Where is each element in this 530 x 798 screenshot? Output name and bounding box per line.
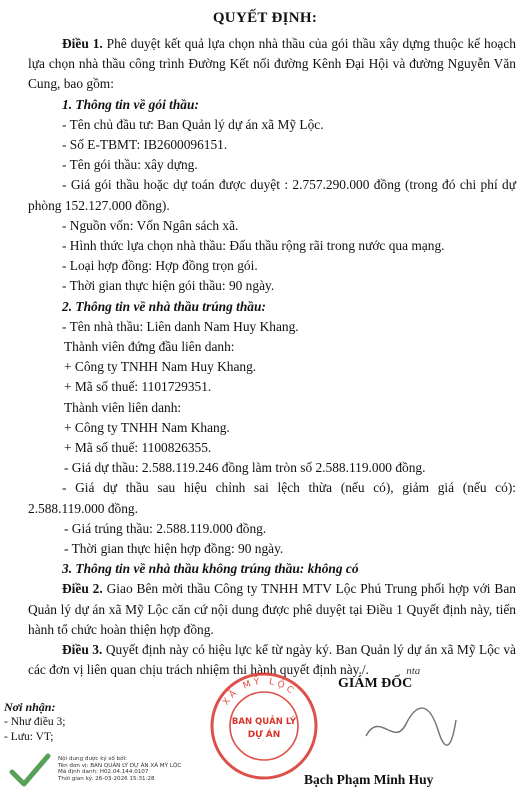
lead-member-tax: + Mã số thuế: 1101729351.	[64, 379, 212, 395]
article-1	[28, 34, 516, 95]
article-1-label: Điều 1.	[62, 36, 103, 51]
section-1-item: - Số E-TBMT: IB2600096151.	[62, 137, 228, 153]
document-body	[28, 34, 516, 682]
recipient-item: - Như điều 3;	[4, 716, 66, 728]
verify-line: Thời gian ký: 26-03-2026 15:31:28	[58, 775, 155, 782]
section-1-item: - Loại hợp đồng: Hợp đồng trọn gói.	[62, 258, 258, 274]
winning-price: - Giá trúng thầu: 2.588.119.000 đồng.	[64, 520, 267, 536]
contract-duration: - Thời gian thực hiện hợp đồng: 90 ngày.	[64, 541, 284, 557]
handwritten-initial: nta	[406, 665, 421, 678]
handwritten-signature	[360, 690, 460, 760]
article-3-text: Quyết định này có hiệu lực kể từ ngày ký. Ban Quản lý dự án xã Mỹ Lộc và các đơn vị liên quan chịu trách nhiệm thi hành quyết định này./.	[28, 642, 516, 678]
section-1-item: - Hình thức lựa chọn nhà thầu: Đấu thầu rộng rãi trong nước qua mạng.	[62, 238, 445, 254]
signer-name: Bạch Phạm Minh Huy	[304, 772, 434, 787]
lead-member-label: Thành viên đứng đầu liên danh:	[64, 339, 235, 355]
member-tax: + Mã số thuế: 1100826355.	[64, 440, 212, 456]
verify-line: Nội dung được ký số bởi:	[58, 756, 127, 762]
recipients-block	[4, 700, 66, 745]
official-stamp	[208, 670, 320, 782]
adjusted-bid-price: - Giá dự thầu sau hiệu chỉnh sai lệch thừa (nếu có), giảm giá (nếu có): 2.588.119.000 đồng.	[28, 480, 516, 516]
section-1-item: - Tên chủ đầu tư: Ban Quản lý dự án xã Mỹ Lộc.	[62, 116, 324, 132]
member-label: Thành viên liên danh:	[64, 399, 182, 415]
section-1-item: - Giá gói thầu hoặc dự toán được duyệt : 2.757.290.000 đồng (trong đó chi phí dự phòng 152.127.000 đồng).	[28, 177, 516, 213]
lead-member-company: + Công ty TNHH Nam Huy Khang.	[64, 359, 257, 375]
section-3-heading: 3. Thông tin về nhà thầu không trúng thầu: không có	[62, 561, 359, 577]
section-1-item: - Thời gian thực hiện gói thầu: 90 ngày.	[62, 278, 275, 294]
verify-line: Mã định danh: H02.04.144.0107	[58, 769, 149, 776]
article-3-label: Điều 3.	[62, 642, 103, 658]
section-1-item: - Nguồn vốn: Vốn Ngân sách xã.	[62, 217, 239, 233]
digital-signature-info	[58, 756, 181, 782]
stamp-center-text: DỰ ÁN	[247, 730, 281, 740]
section-1-heading: 1. Thông tin về gói thầu:	[62, 96, 199, 112]
article-1-text: Phê duyệt kết quả lựa chọn nhà thầu của gói thầu xây dựng thuộc kế hoạch lựa chọn nhà thầu công trình Đường Kết nối đường Kênh Đại Hội và đường Nguyễn Văn Cung, bao gồm:	[28, 36, 516, 92]
article-2-label: Điều 2.	[62, 581, 103, 597]
member-company: + Công ty TNHH Nam Khang.	[64, 419, 230, 435]
bid-price: - Giá dự thầu: 2.588.119.246 đồng làm tròn số 2.588.119.000 đồng.	[64, 460, 426, 476]
article-2	[28, 579, 516, 640]
stamp-center-text: BAN QUẢN LÝ	[231, 717, 297, 727]
document-title: QUYẾT ĐỊNH:	[212, 10, 318, 26]
verify-line: Tên đơn vị: BAN QUẢN LÝ DỰ ÁN XÃ MỸ LỘC	[58, 762, 182, 769]
verified-check-icon	[8, 750, 52, 790]
recipients-title: Nơi nhận:	[4, 700, 56, 714]
section-1-item: - Tên gói thầu: xây dựng.	[62, 157, 198, 173]
recipient-item: - Lưu: VT;	[4, 731, 54, 743]
signature-title: GIÁM ĐỐC	[338, 676, 413, 691]
stamp-ring-text: XÃ MỸ LỘC	[221, 676, 298, 708]
article-2-text: Giao Bên mời thầu Công ty TNHH MTV Lộc Phú Trung phối hợp với Ban Quản lý dự án xã Mỹ Lộc căn cứ nội dung được phê duyệt tại Điều 1 Quyết định này, tiến hành tổ chức hoàn thiện hợp đồng.	[28, 581, 516, 637]
contractor-name: - Tên nhà thầu: Liên danh Nam Huy Khang.	[62, 318, 299, 334]
section-2-heading: 2. Thông tin về nhà thầu trúng thầu:	[62, 298, 266, 314]
